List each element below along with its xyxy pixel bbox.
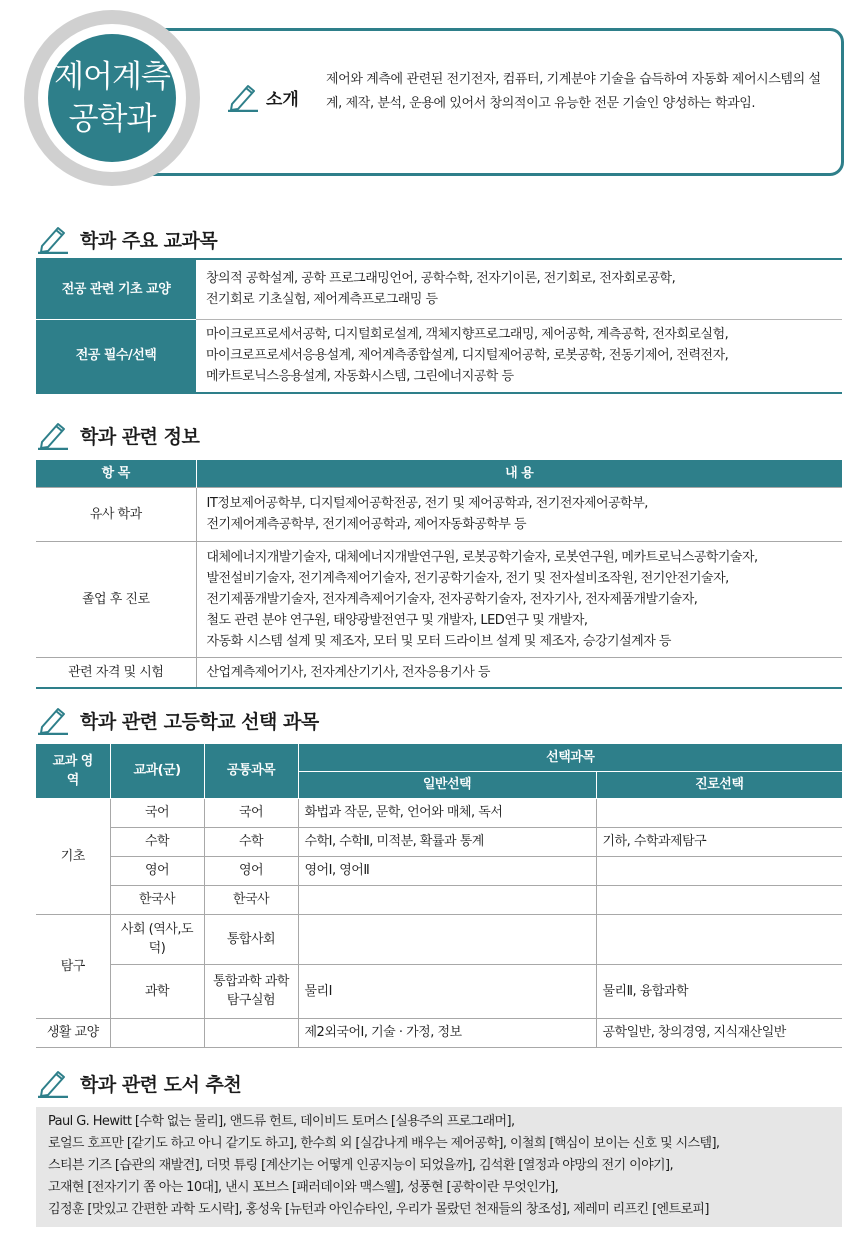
row-header: 전공 필수/선택 [36,319,196,393]
section-title-highschool: 학과 관련 고등학교 선택 과목 [36,703,319,737]
column-header: 항 목 [36,460,196,487]
table-row: 탐구 사회 (역사,도덕) 통합사회 [36,914,842,964]
column-header: 교과 영역 [36,744,110,798]
table-row: 기초 국어 국어 화법과 작문, 문학, 언어와 매체, 독서 [36,798,842,827]
pencil-icon [36,705,70,735]
books-box [36,1107,842,1227]
table-row: 수학 수학 수학Ⅰ, 수학Ⅱ, 미적분, 확률과 통계 기하, 수학과제탐구 [36,827,842,856]
row-header: 전공 관련 기초 교양 [36,259,196,319]
column-header: 선택과목 [298,744,842,771]
book-line: Paul G. Hewitt [수학 없는 물리], 앤드류 헌트, 데이비드 토머스 [실용주의 프로그래머], [48,1114,515,1129]
info-table [36,460,842,689]
table-row: 관련 자격 및 시험 산업계측제어기사, 전자계산기기사, 전자응용기사 등 [36,657,842,688]
section-title-books: 학과 관련 도서 추천 [36,1066,241,1100]
table-row: 과학 통합과학 과학탐구실험 물리Ⅰ 물리Ⅱ, 융합과학 [36,964,842,1018]
column-header: 공통과목 [204,744,298,798]
table-row: 전공 관련 기초 교양 창의적 공학설계, 공학 프로그래밍언어, 공학수학, 전자기이론, 전기회로, 전자회로공학, 전기회로 기초실험, 제어계측프로그래밍 등 [36,259,842,319]
highschool-table [36,744,842,1048]
table-row: 졸업 후 진로 대체에너지개발기술자, 대체에너지개발연구원, 로봇공학기술자, 로봇연구원, 메카트로닉스공학기술자, 발전설비기술자, 전기계측제어기술자, 전기공학기술자, 전기 및 전자설비조작원, 전기안전기술자, 전기제품개발기술자, 전자계측제어기술자, 전자공학기술자, 전자기사, 전자제품개발기술자, 철도 관련 분야 연구원, 태양광발전연구 및 개발자, LED연구 및 개발자, 자동화 시스템 설계 및 제조자, 모터 및 모터 드라이브 설계 및 제조자, 승강기설계자 등 [36,541,842,657]
department-badge [24,10,200,186]
column-header: 교과(군) [110,744,204,798]
column-header: 내 용 [196,460,842,487]
pencil-icon [36,420,70,450]
book-line: 로얼드 호프만 [같기도 하고 아니 같기도 하고], 한수희 외 [실감나게 배우는 제어공학], 이철희 [핵심이 보이는 신호 및 시스템], [48,1136,720,1151]
table-row: 영어 영어 영어Ⅰ, 영어Ⅱ [36,856,842,885]
badge-title-line1: 제어계측 [54,59,170,95]
section-title-info: 학과 관련 정보 [36,418,199,452]
intro-label [226,82,299,112]
table-row: 생활 교양 제2외국어Ⅰ, 기술 · 가정, 정보 공학일반, 창의경영, 지식재산일반 [36,1018,842,1047]
column-header: 진로선택 [596,771,842,798]
book-line: 고재현 [전자기기 쫌 아는 10대], 낸시 포브스 [패러데이와 맥스웰], 성풍현 [공학이란 무엇인가], [48,1180,559,1195]
book-line: 스티븐 기즈 [습관의 재발견], 더멋 튜링 [계산기는 어떻게 인공지능이 되었을까], 김석환 [열정과 야망의 전기 이야기], [48,1158,673,1173]
badge-title-line2: 공학과 [68,101,156,137]
intro-heading: 소개 [266,89,299,110]
courses-table [36,258,842,394]
table-row: 한국사 한국사 [36,885,842,914]
pencil-icon [226,82,260,112]
table-row: 전공 필수/선택 마이크로프로세서공학, 디지털회로설계, 객체지향프로그래밍, 제어공학, 계측공학, 전자회로실험, 마이크로프로세서응용설계, 제어계측종합설계, 디지털제어공학, 로봇공학, 전동기제어, 전력전자, 메카트로닉스응용설계, 자동화시스템, 그린에너지공학 등 [36,319,842,393]
book-line: 김정훈 [맛있고 간편한 과학 도시락], 홍성욱 [뉴턴과 아인슈타인, 우리가 몰랐던 천재들의 창조성], 제레미 리프킨 [엔트로피] [48,1202,709,1217]
section-title-courses: 학과 주요 교과목 [36,222,217,256]
intro-text: 제어와 계측에 관련된 전기전자, 컴퓨터, 기계분야 기술을 습득하여 자동화 제어시스템의 설계, 제작, 분석, 운용에 있어서 창의적이고 유능한 전문 기술인 양성하는 학과임. [326,72,821,111]
table-row: 유사 학과 IT정보제어공학부, 디지털제어공학전공, 전기 및 제어공학과, 전기전자제어공학부, 전기제어계측공학부, 전기제어공학과, 제어자동화공학부 등 [36,487,842,541]
pencil-icon [36,1068,70,1098]
pencil-icon [36,224,70,254]
column-header: 일반선택 [298,771,596,798]
